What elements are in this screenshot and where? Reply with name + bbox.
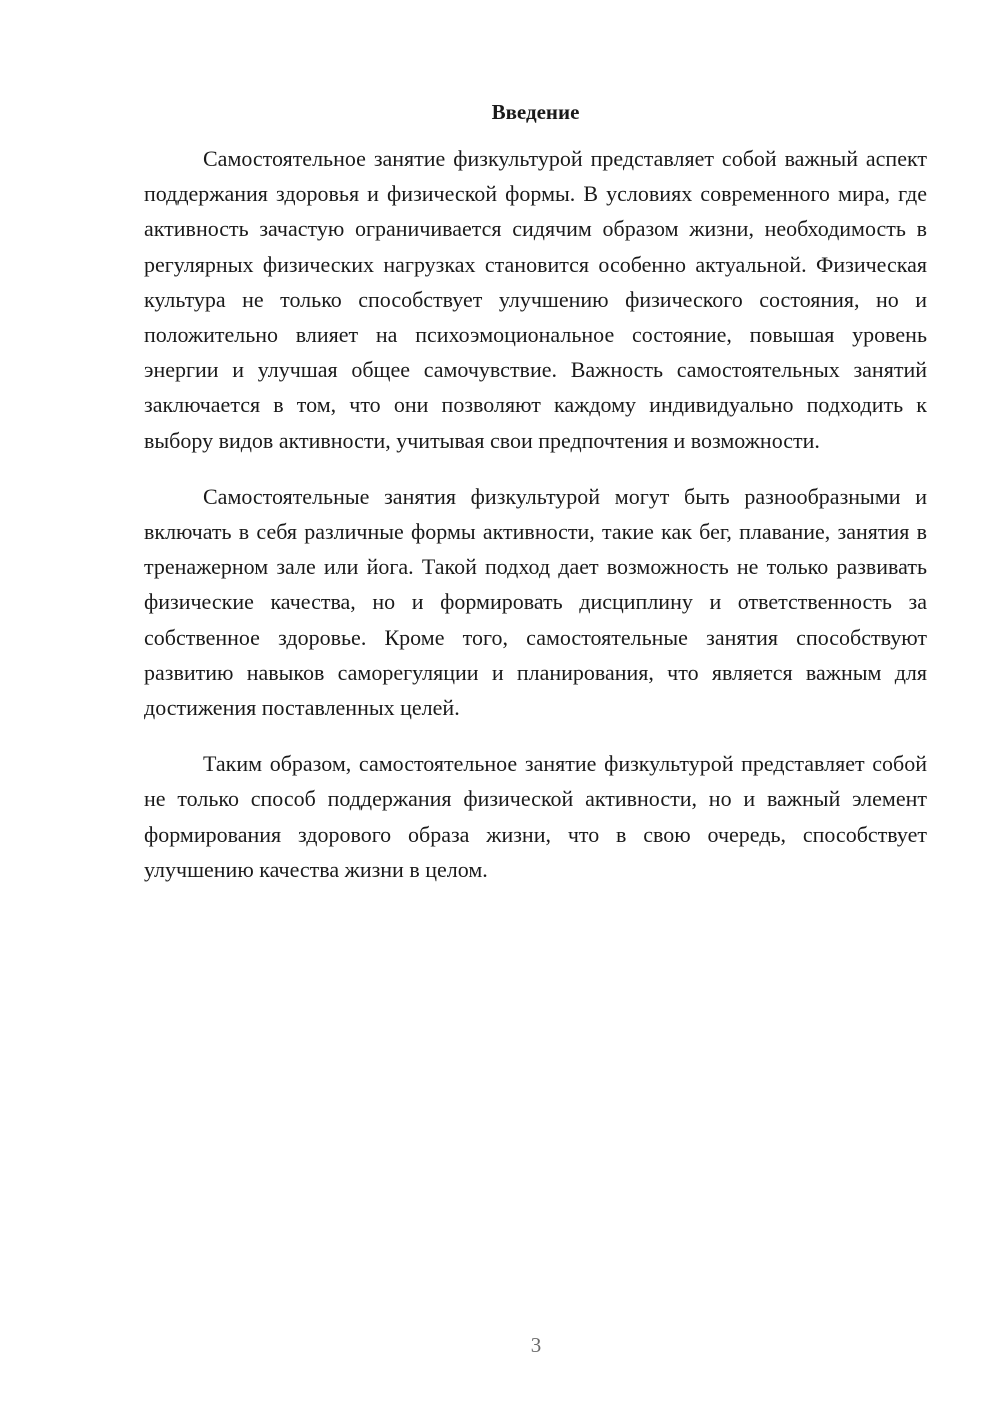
document-body — [144, 95, 927, 887]
section-title: Введение — [491, 100, 580, 124]
paragraph-2: Самостоятельные занятия физкультурой могут быть разнообразными и включать в себя различные формы активности, такие как бег, плавание, занятия в тренажерном зале или йога. Такой подход дает возможность не только развивать физические качества, но и формировать дисциплину и ответственность за собственное здоровье. Кроме того, самостоятельные занятия способствуют развитию навыков саморегуляции и планирования, что является важным для достижения поставленных целей. — [144, 483, 927, 721]
page-number: 3 — [530, 1333, 542, 1357]
paragraph-3: Таким образом, самостоятельное занятие физкультурой представляет собой не только способ поддержания физической активности, но и важный элемент формирования здорового образа жизни, что в свою очередь, способствует улучшению качества жизни в целом. — [144, 751, 927, 882]
paragraph-1: Самостоятельное занятие физкультурой представляет собой важный аспект поддержания здоровья и физической формы. В условиях современного мира, где активность зачастую ограничивается сидячим образом жизни, необходимость в регулярных физических нагрузках становится особенно актуальной. Физическая культура не только способствует улучшению физического состояния, но и положительно влияет на психоэмоциональное состояние, повышая уровень энергии и улучшая общее самочувствие. Важность самостоятельных занятий заключается в том, что они позволяют каждому индивидуально подходить к выбору видов активности, учитывая свои предпочтения и возможности. — [144, 146, 927, 453]
